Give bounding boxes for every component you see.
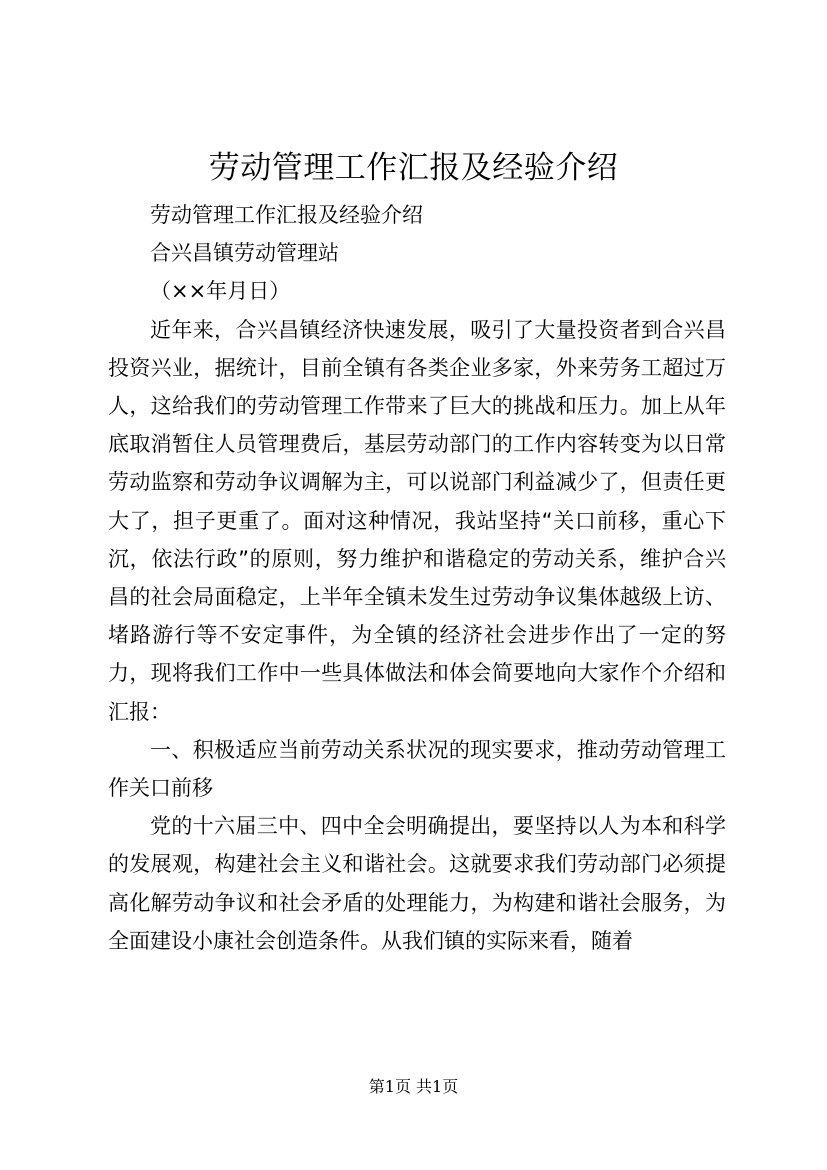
document-title: 劳动管理工作汇报及经验介绍 <box>208 150 619 186</box>
page-footer: 第1页 共1页 <box>368 1077 459 1096</box>
paragraph-subtitle: 劳动管理工作汇报及经验介绍 <box>150 203 423 227</box>
paragraph-organization: 合兴昌镇劳动管理站 <box>150 241 339 266</box>
document-body <box>108 196 726 960</box>
paragraph-intro: 近年来，合兴昌镇经济快速发展，吸引了大量投资者到合兴昌投资兴业，据统计，目前全镇有各类企业多家，外来劳务工超过万人，这给我们的劳动管理工作带来了巨大的挑战和压力。加上从年底取消暂住人员管理费后，基层劳动部门的工作内容转变为以日常劳动监察和劳动争议调解为主，可以说部门利益减少了，但责任更大了，担子更重了。面对这种情况，我站坚持“关口前移，重心下沉，依法行政”的原则，努力维护和谐稳定的劳动关系，维护合兴昌的社会局面稳定，上半年全镇未发生过劳动争议集体越级上访、堵路游行等不安定事件，为全镇的经济社会进步作出了一定的努力，现将我们工作中一些具体做法和体会简要地向大家作个介绍和汇报： <box>108 317 726 724</box>
paragraph-section-body: 党的十六届三中、四中全会明确提出，要坚持以人为本和科学的发展观，构建社会主义和谐社会。这就要求我们劳动部门必须提高化解劳动争议和社会矛盾的处理能力，为构建和谐社会服务，为全面建设小康社会创造条件。从我们镇的实际来看，随着 <box>108 814 726 953</box>
paragraph-section-heading: 一、积极适应当前劳动关系状况的现实要求，推动劳动管理工作关口前移 <box>108 737 726 801</box>
paragraph-date: （××年月日） <box>150 279 291 304</box>
